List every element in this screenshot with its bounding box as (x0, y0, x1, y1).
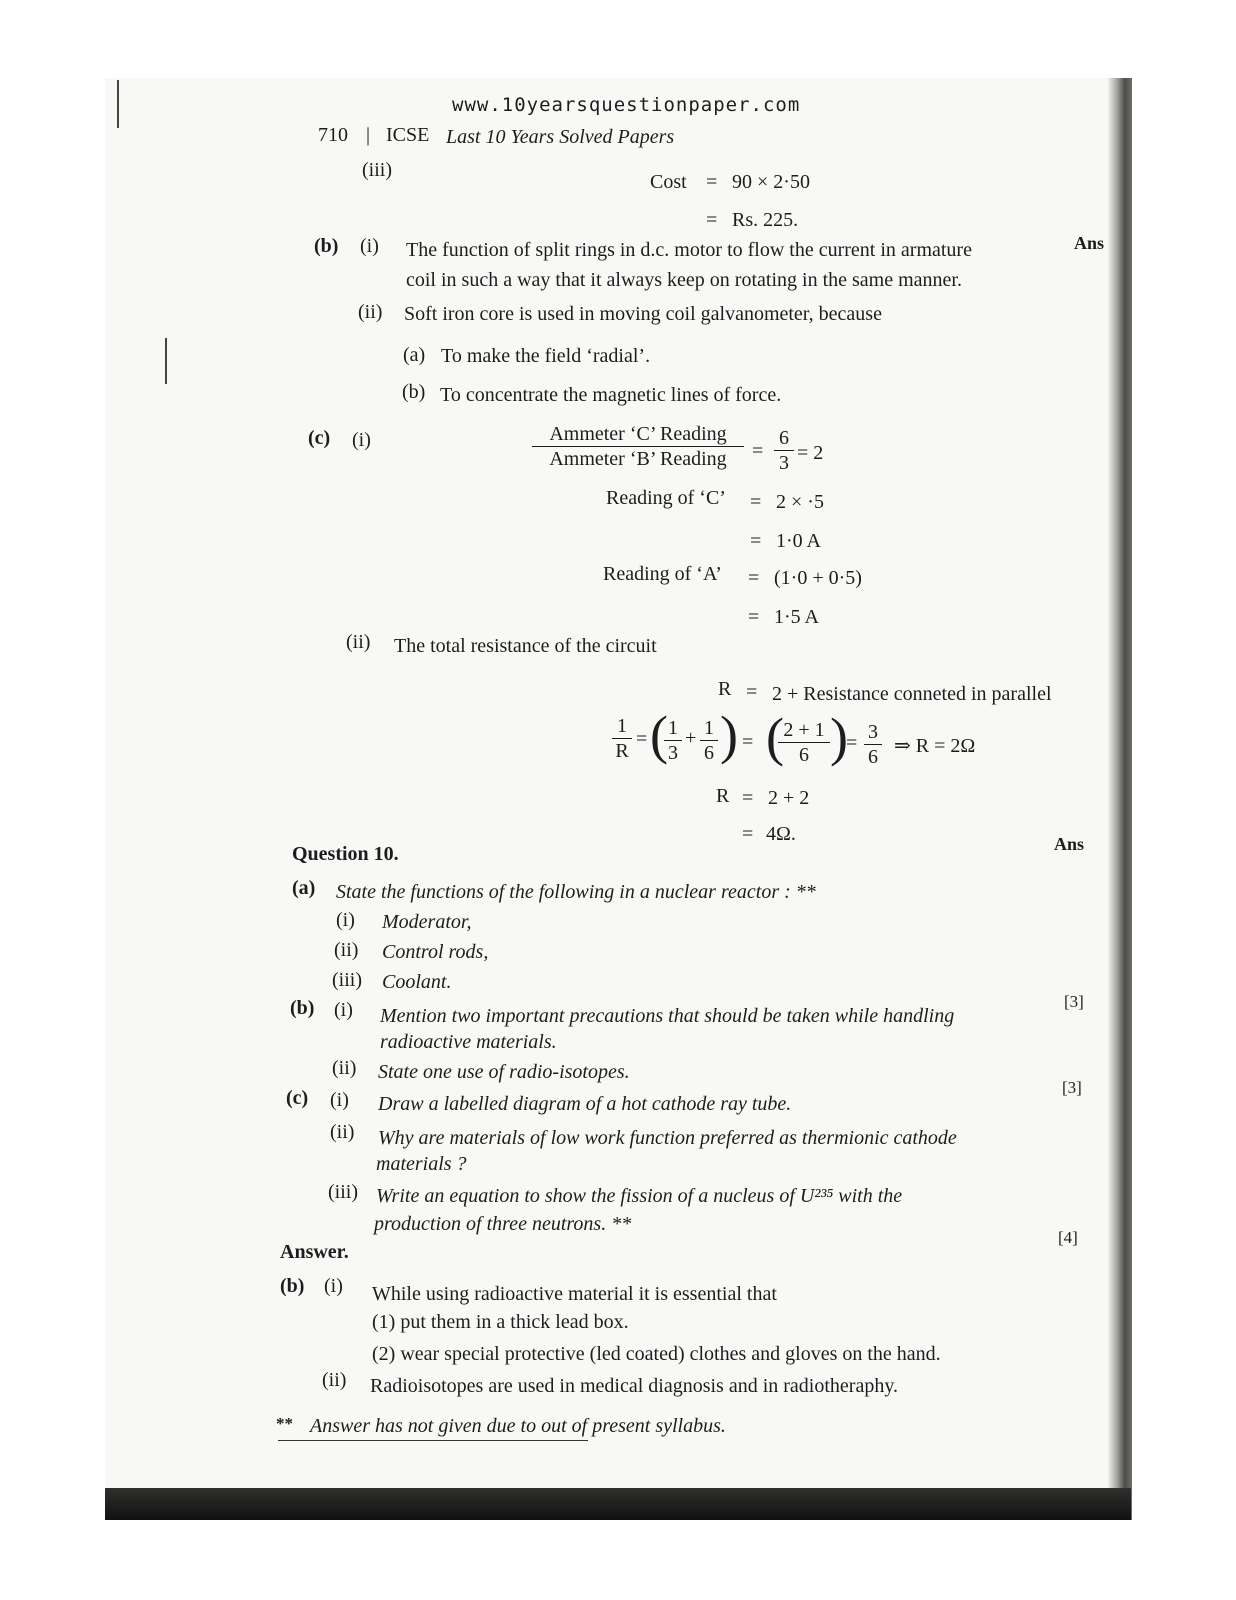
question-text: State one use of radio-isotopes. (378, 1061, 630, 1083)
question-text: State the functions of the following in a nuclear reactor : ** (336, 881, 816, 903)
answer-text: Soft iron core is used in moving coil galvanometer, because (404, 303, 882, 325)
fraction-sum (778, 718, 830, 767)
fraction-numerator: 1 (664, 716, 682, 741)
fraction-three-sixths (864, 720, 882, 769)
margin-fragment: Ans (1054, 834, 1085, 854)
page-number: 710 (318, 124, 348, 146)
marks-badge: [3] (1062, 1078, 1082, 1097)
fraction-denominator: 3 (668, 742, 678, 764)
header-url: www.10yearsquestionpaper.com (452, 94, 801, 116)
fraction-numerator: 2 + 1 (778, 718, 830, 743)
question-title: Question 10. (292, 843, 399, 865)
answer-text: coil in such a way that it always keep on rotating in the same manner. (406, 269, 962, 291)
cost-result: Rs. 225. (732, 209, 799, 231)
item-label: (b) (290, 997, 315, 1019)
total-resistance: 4Ω. (766, 823, 796, 845)
item-label: (i) (360, 235, 379, 257)
question-text: Moderator, (382, 911, 472, 933)
reading-a-result: 1·5 A (774, 606, 819, 628)
equals-sign: = (748, 567, 760, 589)
item-label: (ii) (334, 939, 359, 961)
fraction-numerator: 1 (612, 714, 632, 739)
ratio-result: = 2 (797, 442, 824, 464)
question-text: Mention two important precautions that should be taken while handling (380, 1005, 955, 1027)
question-text: Why are materials of low work function preferred as thermionic cathode (378, 1127, 957, 1149)
question-text: Draw a labelled diagram of a hot cathode ray tube. (378, 1093, 792, 1115)
item-label: (b) (314, 235, 339, 257)
reading-a-label: Reading of ‘A’ (603, 563, 722, 585)
question-text: Write an equation to show the fission of a nucleus of U²³⁵ with the (376, 1185, 903, 1207)
margin-fragment: Ans (1074, 233, 1105, 253)
ammeter-ratio-fraction (532, 422, 744, 471)
item-label: (b) (402, 381, 426, 403)
equals-sign: = (706, 171, 718, 193)
item-label: (c) (286, 1087, 309, 1109)
plus-sign: + (685, 727, 697, 749)
equals-sign: = (846, 732, 858, 754)
footnote-rule (278, 1440, 588, 1441)
item-label: (i) (330, 1089, 349, 1111)
header-separator: | (366, 124, 371, 146)
header-book-title: Last 10 Years Solved Papers (446, 126, 675, 148)
item-label: (ii) (322, 1369, 347, 1391)
scan-mark (165, 338, 167, 384)
item-label: (i) (334, 999, 353, 1021)
right-paren: ) (720, 705, 738, 765)
item-label: (ii) (330, 1121, 355, 1143)
footnote-text: Answer has not given due to out of present syllabus. (310, 1415, 726, 1437)
item-label: (ii) (358, 301, 383, 323)
equals-sign: = (742, 823, 754, 845)
item-label: (i) (336, 909, 355, 931)
equals-sign: = (750, 530, 762, 552)
item-label: (ii) (346, 631, 371, 653)
reading-c-label: Reading of ‘C’ (606, 487, 726, 509)
equals-sign: = (706, 209, 718, 231)
reading-a-expression: (1·0 + 0·5) (774, 567, 862, 589)
equals-sign: = (636, 728, 648, 750)
fraction-numerator: Ammeter ‘C’ Reading (532, 422, 744, 447)
equals-sign: = (742, 787, 754, 809)
item-label: (i) (352, 429, 371, 451)
item-label: (iii) (328, 1181, 358, 1203)
question-text: Coolant. (382, 971, 452, 993)
equals-sign: = (750, 491, 762, 513)
resistance-sum: 2 + 2 (768, 787, 810, 809)
page-bottom-shadow (105, 1488, 1131, 1520)
resistance-symbol: R (716, 785, 730, 807)
fraction-numerator: 6 (774, 426, 794, 451)
equals-sign: = (746, 681, 758, 703)
answer-text: To concentrate the magnetic lines of force. (440, 384, 782, 406)
answer-text: The function of split rings in d.c. motor to flow the current in armature (406, 239, 972, 261)
item-label: (iii) (362, 159, 392, 181)
fraction-one-third (664, 716, 682, 765)
reading-c-expression: 2 × ·5 (776, 491, 824, 513)
answer-text: While using radioactive material it is essential that (372, 1283, 777, 1305)
fraction-denominator: R (615, 740, 629, 762)
left-paren: ( (766, 707, 784, 767)
resistance-expression: 2 + Resistance conneted in parallel (772, 683, 1052, 705)
fraction-denominator: 6 (868, 746, 878, 768)
fraction-denominator: 6 (799, 744, 809, 766)
fraction-denominator: Ammeter ‘B’ Reading (549, 448, 727, 470)
question-text: Control rods, (382, 941, 489, 963)
ratio-fraction (774, 426, 794, 475)
footnote-marker: ** (276, 1414, 293, 1433)
cost-expression: 90 × 2·50 (732, 171, 810, 193)
marks-badge: [3] (1064, 992, 1084, 1011)
item-label: (a) (403, 344, 426, 366)
resistance-symbol: R (718, 678, 732, 700)
item-label: (a) (292, 877, 316, 899)
equals-sign: = (742, 731, 754, 753)
item-label: (iii) (332, 969, 362, 991)
fraction-denominator: 3 (779, 452, 789, 474)
question-text: production of three neutrons. ** (374, 1213, 632, 1235)
marks-badge: [4] (1058, 1228, 1078, 1247)
answer-text: To make the field ‘radial’. (441, 345, 651, 367)
item-label: (b) (280, 1275, 305, 1297)
right-paren: ) (830, 707, 848, 767)
inverse-r-fraction (612, 714, 632, 763)
question-text: radioactive materials. (380, 1031, 557, 1053)
item-label: (i) (324, 1275, 343, 1297)
fraction-denominator: 6 (704, 742, 714, 764)
fraction-numerator: 3 (864, 720, 882, 745)
item-label: (c) (308, 427, 331, 449)
answer-heading: Answer. (280, 1241, 349, 1263)
answer-text: Radioisotopes are used in medical diagnosis and in radiotheraphy. (370, 1375, 899, 1397)
question-text: materials ? (376, 1153, 467, 1175)
equals-sign: = (748, 606, 760, 628)
scan-mark (117, 80, 119, 128)
answer-text: (2) wear special protective (led coated) clothes and gloves on the hand. (372, 1343, 941, 1365)
page-edge-shadow (1108, 78, 1132, 1520)
implies-result: ⇒ R = 2Ω (894, 735, 976, 757)
answer-text: The total resistance of the circuit (394, 635, 657, 657)
reading-c-result: 1·0 A (776, 530, 821, 552)
header-book-prefix: ICSE (386, 124, 430, 146)
equals-sign: = (752, 440, 764, 462)
item-label: (ii) (332, 1057, 357, 1079)
cost-label: Cost (650, 171, 687, 193)
answer-text: (1) put them in a thick lead box. (372, 1311, 629, 1333)
fraction-one-sixth (700, 716, 718, 765)
left-paren: ( (650, 705, 668, 765)
fraction-numerator: 1 (700, 716, 718, 741)
